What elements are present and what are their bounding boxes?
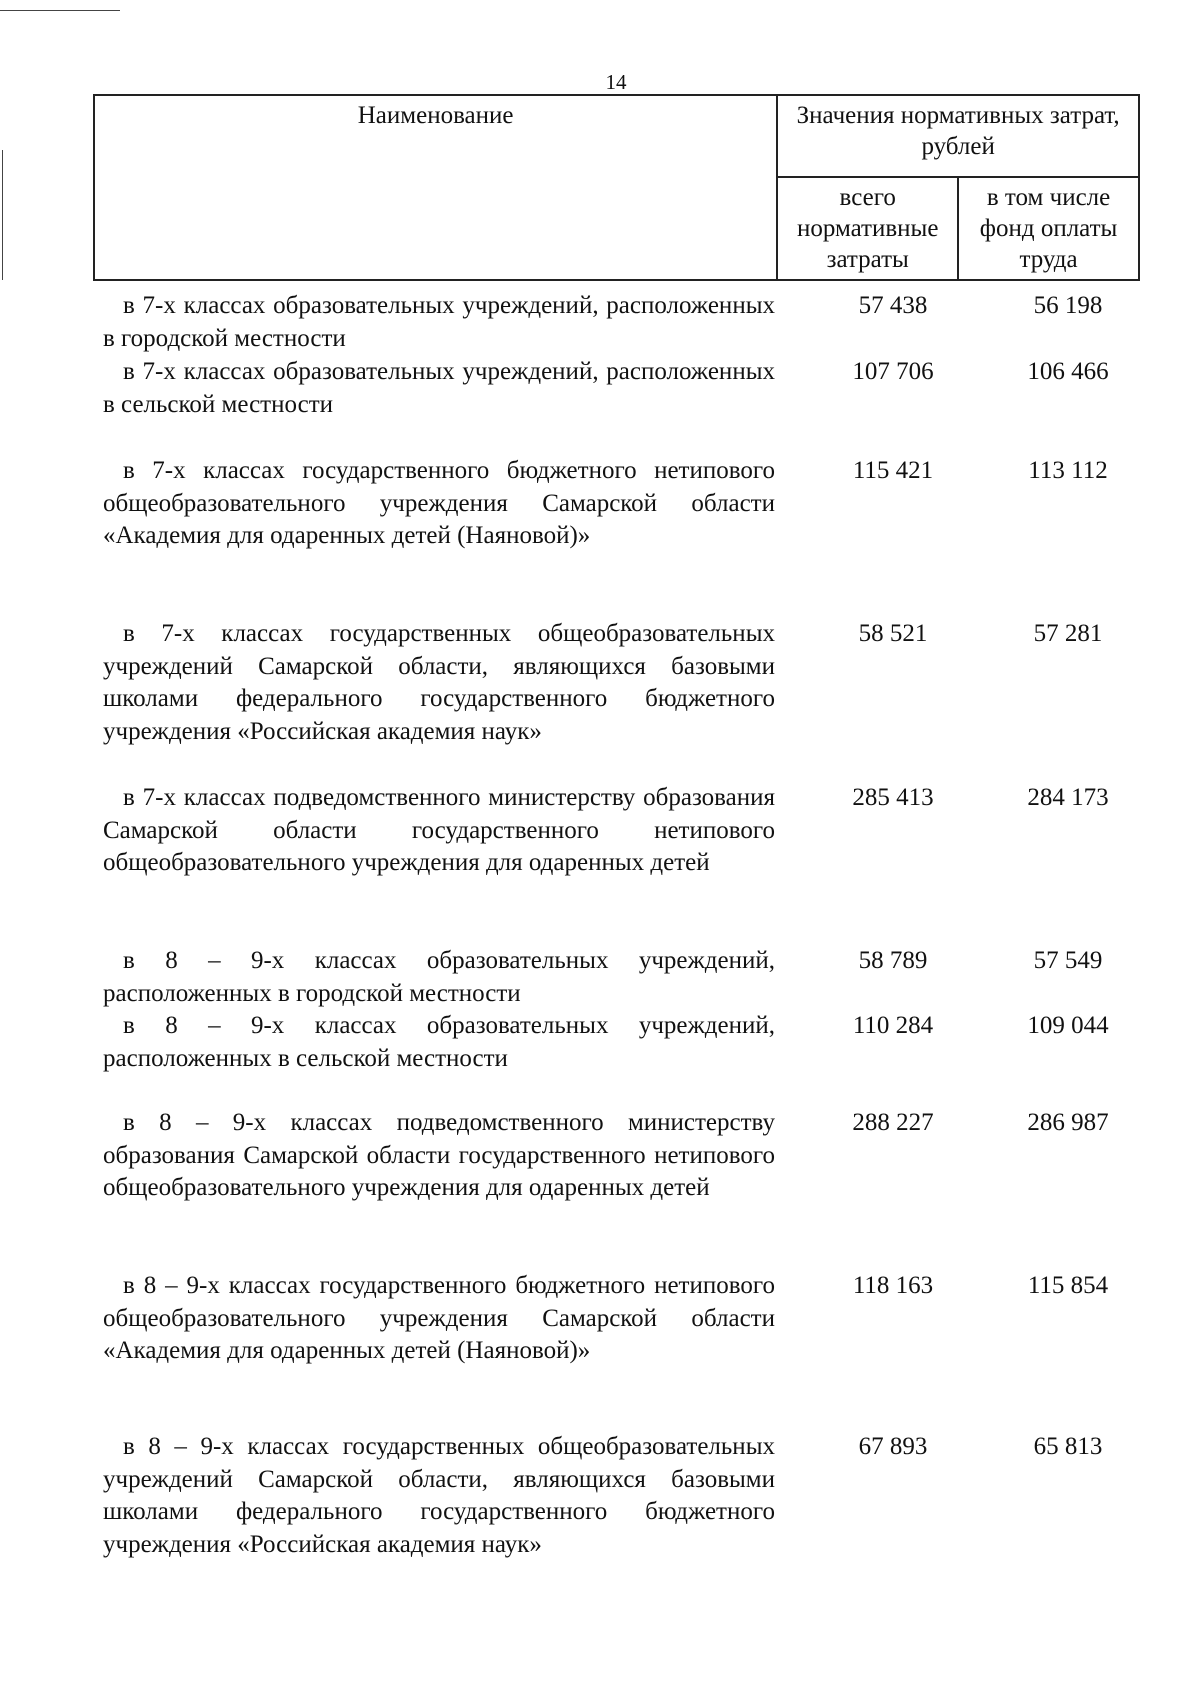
- row-name: в 7-х классах государственного бюджетного нетипового общеобразовательного учреждения Самарской области «Академия для одаренных детей (Наяновой)»: [103, 457, 775, 549]
- header-total-column: всего нормативные затраты: [777, 177, 958, 280]
- scan-edge-line: [2, 150, 3, 280]
- header-name-column: Наименование: [94, 95, 777, 280]
- row-wage: 115 854: [1027, 1272, 1109, 1299]
- row-name: в 7-х классах подведомственного министерству образования Самарской области государственного нетипового общеобразовательного учреждения для одаренных детей: [103, 784, 775, 876]
- header-values-column: Значения нормативных затрат, рублей: [777, 95, 1139, 177]
- row-name: в 7-х классах образовательных учреждений, расположенных в сельской местности: [103, 358, 775, 418]
- row-wage: 106 466: [1027, 358, 1109, 385]
- row-wage: 57 281: [1033, 620, 1103, 647]
- page-number: 14: [605, 70, 627, 94]
- row-name: в 7-х классах государственных общеобразовательных учреждений Самарской области, являющихся базовыми школами федерального государственного бюджетного учреждения «Российская академия наук»: [103, 620, 775, 745]
- row-total: 58 521: [858, 620, 928, 647]
- row-wage: 65 813: [1033, 1433, 1103, 1460]
- row-name: в 8 – 9-х классах образовательных учреждений, расположенных в сельской местности: [103, 1012, 775, 1072]
- row-wage: 109 044: [1027, 1012, 1109, 1039]
- row-name: в 8 – 9-х классах государственных общеобразовательных учреждений Самарской области, являющихся базовыми школами федерального государственного бюджетного учреждения «Российская академия наук»: [103, 1433, 775, 1558]
- row-total: 107 706: [852, 358, 934, 385]
- row-total: 285 413: [852, 784, 934, 811]
- table-header: [93, 94, 1140, 281]
- row-total: 110 284: [852, 1012, 934, 1039]
- row-name: в 8 – 9-х классах подведомственного министерству образования Самарской области государственного нетипового общеобразовательного учреждения для одаренных детей: [103, 1109, 775, 1201]
- row-wage: 56 198: [1033, 292, 1103, 319]
- row-total: 67 893: [858, 1433, 928, 1460]
- row-total: 288 227: [852, 1109, 934, 1136]
- row-total: 57 438: [858, 292, 928, 319]
- row-wage: 286 987: [1027, 1109, 1109, 1136]
- row-name: в 8 – 9-х классах государственного бюджетного нетипового общеобразовательного учреждения Самарской области «Академия для одаренных детей (Наяновой)»: [103, 1272, 775, 1364]
- row-total: 58 789: [858, 947, 928, 974]
- row-wage: 284 173: [1027, 784, 1109, 811]
- row-total: 118 163: [852, 1272, 934, 1299]
- row-name: в 7-х классах образовательных учреждений, расположенных в городской местности: [103, 292, 775, 352]
- row-wage: 57 549: [1033, 947, 1103, 974]
- row-name: в 8 – 9-х классах образовательных учреждений, расположенных в городской местности: [103, 947, 775, 1007]
- scan-edge-line: [0, 10, 120, 11]
- row-total: 115 421: [852, 457, 934, 484]
- row-wage: 113 112: [1028, 457, 1108, 484]
- header-wage-column: в том числе фонд оплаты труда: [958, 177, 1139, 280]
